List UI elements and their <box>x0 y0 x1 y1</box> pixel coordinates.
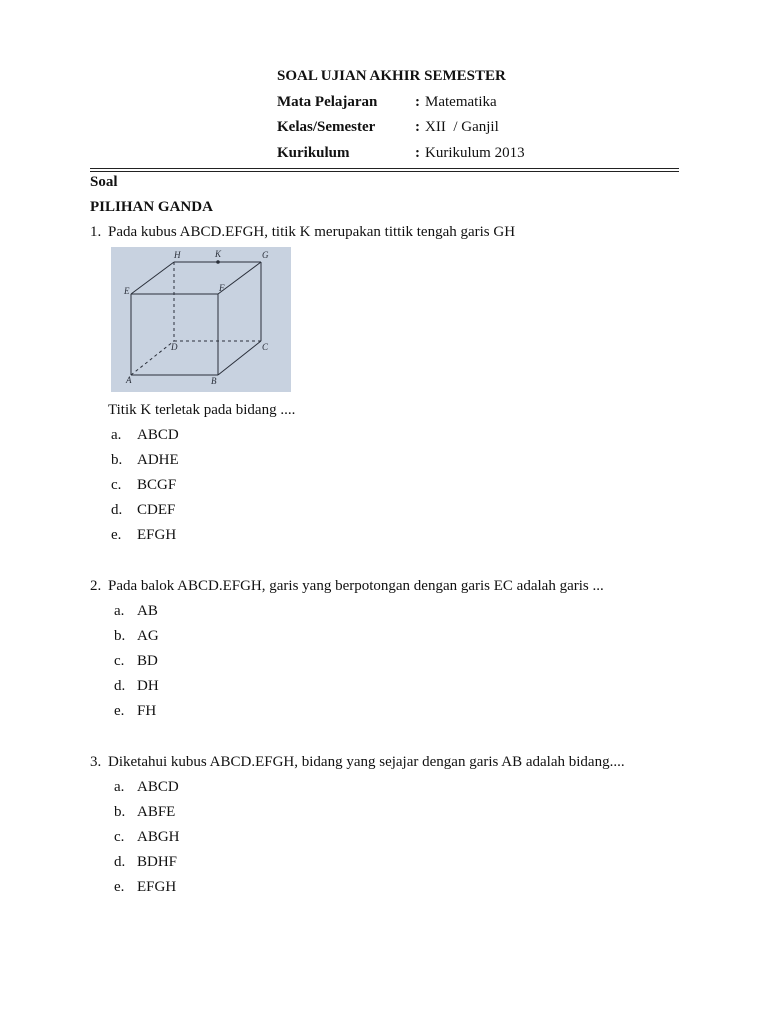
question-3-text: Diketahui kubus ABCD.EFGH, bidang yang sejajar dengan garis AB adalah bidang.... <box>108 754 625 770</box>
question-2-option-c-letter: c. <box>114 653 125 669</box>
question-2-option-c-text: BD <box>137 653 158 669</box>
curriculum-separator: : <box>415 145 420 161</box>
class-semester-value: XII / Ganjil <box>425 119 499 135</box>
question-3-option-d-letter: d. <box>114 854 126 870</box>
question-3-option-b-text: ABFE <box>137 804 176 820</box>
question-1-number: 1. <box>90 224 102 240</box>
header-rule-top <box>90 168 679 169</box>
curriculum-label: Kurikulum <box>277 145 350 161</box>
cube-label-a: A <box>126 375 132 385</box>
question-3-option-a-letter: a. <box>114 779 125 795</box>
curriculum-value: Kurikulum 2013 <box>425 145 525 161</box>
question-2-text: Pada balok ABCD.EFGH, garis yang berpotongan dengan garis EC adalah garis ... <box>108 578 604 594</box>
subject-separator: : <box>415 94 420 110</box>
question-3-option-b-letter: b. <box>114 804 126 820</box>
question-1-option-a-text: ABCD <box>137 427 179 443</box>
cube-label-b: B <box>211 376 217 386</box>
question-1-text: Pada kubus ABCD.EFGH, titik K merupakan tittik tengah garis GH <box>108 224 516 240</box>
cube-label-g: G <box>262 250 269 260</box>
cube-label-h: H <box>174 250 181 260</box>
cube-label-c: C <box>262 342 269 352</box>
question-3-option-c-text: ABGH <box>137 829 180 845</box>
question-3-option-d-text: BDHF <box>137 854 178 870</box>
question-1-prompt: Titik K terletak pada bidang .... <box>108 402 296 418</box>
question-2-option-a-text: AB <box>137 603 158 619</box>
question-1-option-b-text: ADHE <box>137 452 179 468</box>
exam-title: SOAL UJIAN AKHIR SEMESTER <box>277 68 506 84</box>
subject-label: Mata Pelajaran <box>277 94 378 110</box>
class-semester-label: Kelas/Semester <box>277 119 376 135</box>
question-2-option-a-letter: a. <box>114 603 125 619</box>
question-3-option-a-text: ABCD <box>137 779 179 795</box>
cube-label-k: K <box>215 249 222 259</box>
question-2-option-d-letter: d. <box>114 678 126 694</box>
question-2-option-b-text: AG <box>137 628 159 644</box>
question-2-number: 2. <box>90 578 102 594</box>
question-1-option-b-letter: b. <box>111 452 123 468</box>
cube-figure <box>111 247 291 392</box>
question-1-option-e-text: EFGH <box>137 527 177 543</box>
subject-value: Matematika <box>425 94 497 110</box>
cube-label-f: F <box>219 283 225 293</box>
question-3-option-e-text: EFGH <box>137 879 177 895</box>
question-2-option-d-text: DH <box>137 678 159 694</box>
question-2-option-e-letter: e. <box>114 703 125 719</box>
question-1-option-c-letter: c. <box>111 477 122 493</box>
question-3-number: 3. <box>90 754 102 770</box>
question-1-option-e-letter: e. <box>111 527 122 543</box>
question-2-option-b-letter: b. <box>114 628 126 644</box>
question-1-option-c-text: BCGF <box>137 477 177 493</box>
question-1-option-d-letter: d. <box>111 502 123 518</box>
header-rule-bottom <box>90 171 679 172</box>
question-3-option-e-letter: e. <box>114 879 125 895</box>
section-title: PILIHAN GANDA <box>90 199 213 215</box>
question-1-option-a-letter: a. <box>111 427 122 443</box>
cube-label-e: E <box>124 286 130 296</box>
section-label: Soal <box>90 174 118 190</box>
question-1-option-d-text: CDEF <box>137 502 176 518</box>
question-2-option-e-text: FH <box>137 703 157 719</box>
cube-label-d: D <box>171 342 178 352</box>
question-3-option-c-letter: c. <box>114 829 125 845</box>
class-semester-separator: : <box>415 119 420 135</box>
